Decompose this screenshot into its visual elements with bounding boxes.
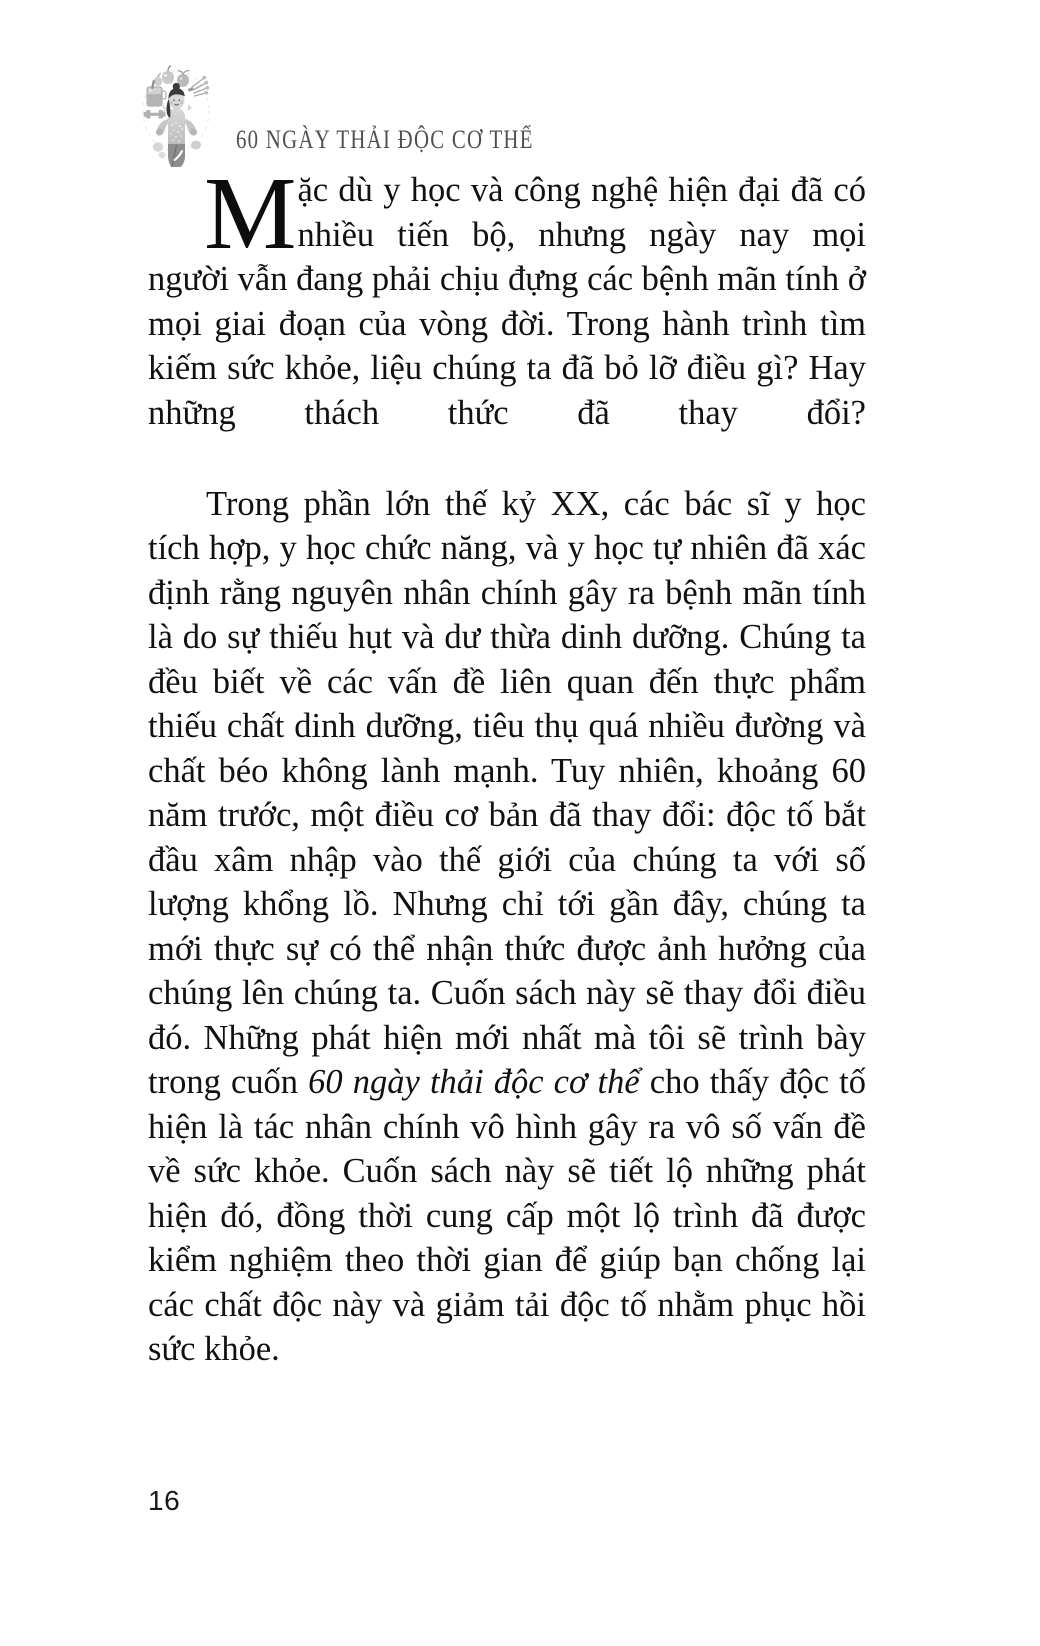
paragraph-2 xyxy=(148,482,866,1372)
paragraph-2-text-after-title: cho thấy độc tố hiện là tác nhân chính vô hình gây ra vô số vấn đề về sức khỏe. Cuốn sách này sẽ tiết lộ những phát hiện đó, đồng thời cung cấp một lộ trình đã được kiểm nghiệm theo thời gian để giúp bạn chống lại các chất độc này và giảm tải độc tố nhằm phục hồi sức khỏe. xyxy=(148,1063,867,1368)
running-header-title: 60 NGÀY THẢI ĐỘC CƠ THỂ xyxy=(236,125,534,154)
woman-flexing-with-fruits-vegetables-illustration xyxy=(138,55,214,167)
page-number: 16 xyxy=(148,1485,181,1516)
running-header xyxy=(138,52,878,167)
paragraph-1-text: ặc dù y học và công nghệ hiện đại đã có nhiều tiến bộ, nhưng ngày nay mọi người vẫn đang phải chịu đựng các bệnh mãn tính ở mọi giai đoạn của vòng đời. Trong hành trình tìm kiếm sức khỏe, liệu chúng ta đã bỏ lỡ điều gì? Hay những thách thức đã thay đổi? xyxy=(148,171,866,432)
drop-cap-letter: M xyxy=(204,156,297,271)
paragraph-1 xyxy=(148,156,866,480)
book-title-italic: 60 ngày thải độc cơ thể xyxy=(308,1063,640,1101)
paragraph-2-text-before-title: Trong phần lớn thế kỷ XX, các bác sĩ y học tích hợp, y học chức năng, và y học tự nhiên đã xác định rằng nguyên nhân chính gây ra bệnh mãn tính là do sự thiếu hụt và dư thừa dinh dưỡng. Chúng ta đều biết về các vấn đề liên quan đến thực phẩm thiếu chất dinh dưỡng, tiêu thụ quá nhiều đường và chất béo không lành mạnh. Tuy nhiên, khoảng 60 năm trước, một điều cơ bản đã thay đổi: độc tố bắt đầu xâm nhập vào thế giới của chúng ta với số lượng khổng lồ. Nhưng chỉ tới gần đây, chúng ta mới thực sự có thể nhận thức được ảnh hưởng của chúng lên chúng ta. Cuốn sách này sẽ thay đổi điều đó. Những phát hiện mới nhất mà tôi sẽ trình bày trong cuốn xyxy=(148,484,866,1101)
body-text-column xyxy=(148,156,867,1372)
